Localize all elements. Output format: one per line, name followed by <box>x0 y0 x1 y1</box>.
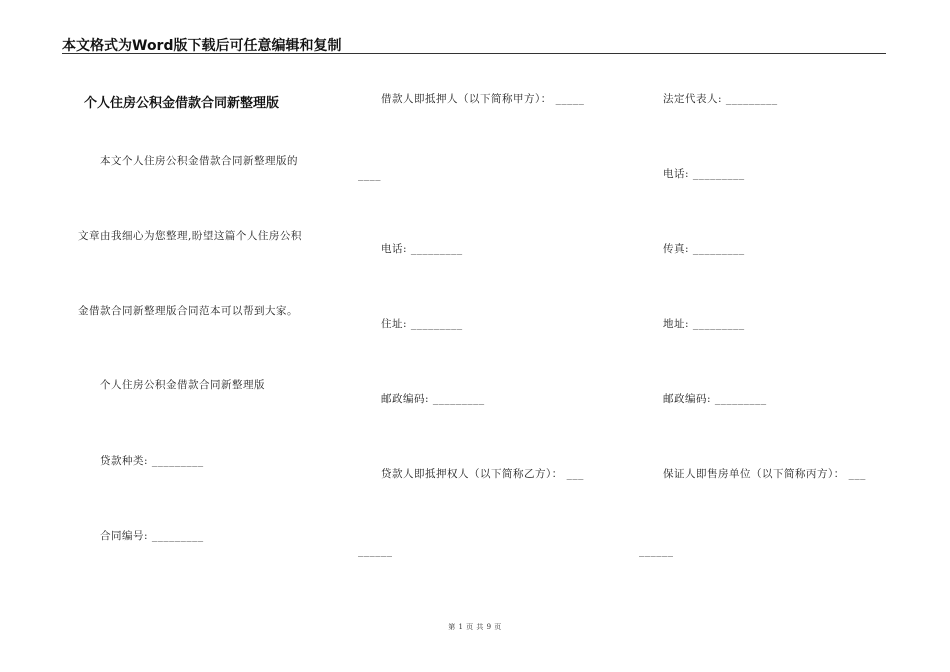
borrower-address-field: 住址: _________ <box>381 318 463 330</box>
header-title: 本文格式为Word版下载后可任意编辑和复制 <box>62 38 342 54</box>
lender-phone-field: 电话: _________ <box>663 168 745 180</box>
subtitle: 个人住房公积金借款合同新整理版 <box>100 379 265 391</box>
legal-representative-field: 法定代表人: _________ <box>663 93 778 105</box>
intro-line-1: 本文个人住房公积金借款合同新整理版的 <box>100 155 298 167</box>
lender-field-continued: ______ <box>358 545 393 557</box>
guarantor-field-continued: ______ <box>639 545 674 557</box>
lender-address-field: 地址: _________ <box>663 318 745 330</box>
lender-postcode-field: 邮政编码: _________ <box>663 393 767 405</box>
intro-line-3: 金借款合同新整理版合同范本可以帮到大家。 <box>78 305 298 317</box>
borrower-field: 借款人即抵押人（以下简称甲方）： _____ <box>381 93 585 105</box>
guarantor-field: 保证人即售房单位（以下简称丙方）： ___ <box>663 468 866 480</box>
intro-line-2: 文章由我细心为您整理,盼望这篇个人住房公积 <box>78 230 302 242</box>
loan-type-field: 贷款种类: _________ <box>100 455 204 467</box>
lender-field: 贷款人即抵押权人（以下简称乙方）： ___ <box>381 468 584 480</box>
header-divider <box>62 53 886 54</box>
borrower-postcode-field: 邮政编码: _________ <box>381 393 485 405</box>
contract-number-field: 合同编号: _________ <box>100 530 204 542</box>
document-title: 个人住房公积金借款合同新整理版 <box>84 96 280 111</box>
borrower-phone-field: 电话: _________ <box>381 243 463 255</box>
page-number: 第 1 页 共 9 页 <box>448 623 502 631</box>
borrower-field-continued: ____ <box>358 169 381 181</box>
lender-fax-field: 传真: _________ <box>663 243 745 255</box>
